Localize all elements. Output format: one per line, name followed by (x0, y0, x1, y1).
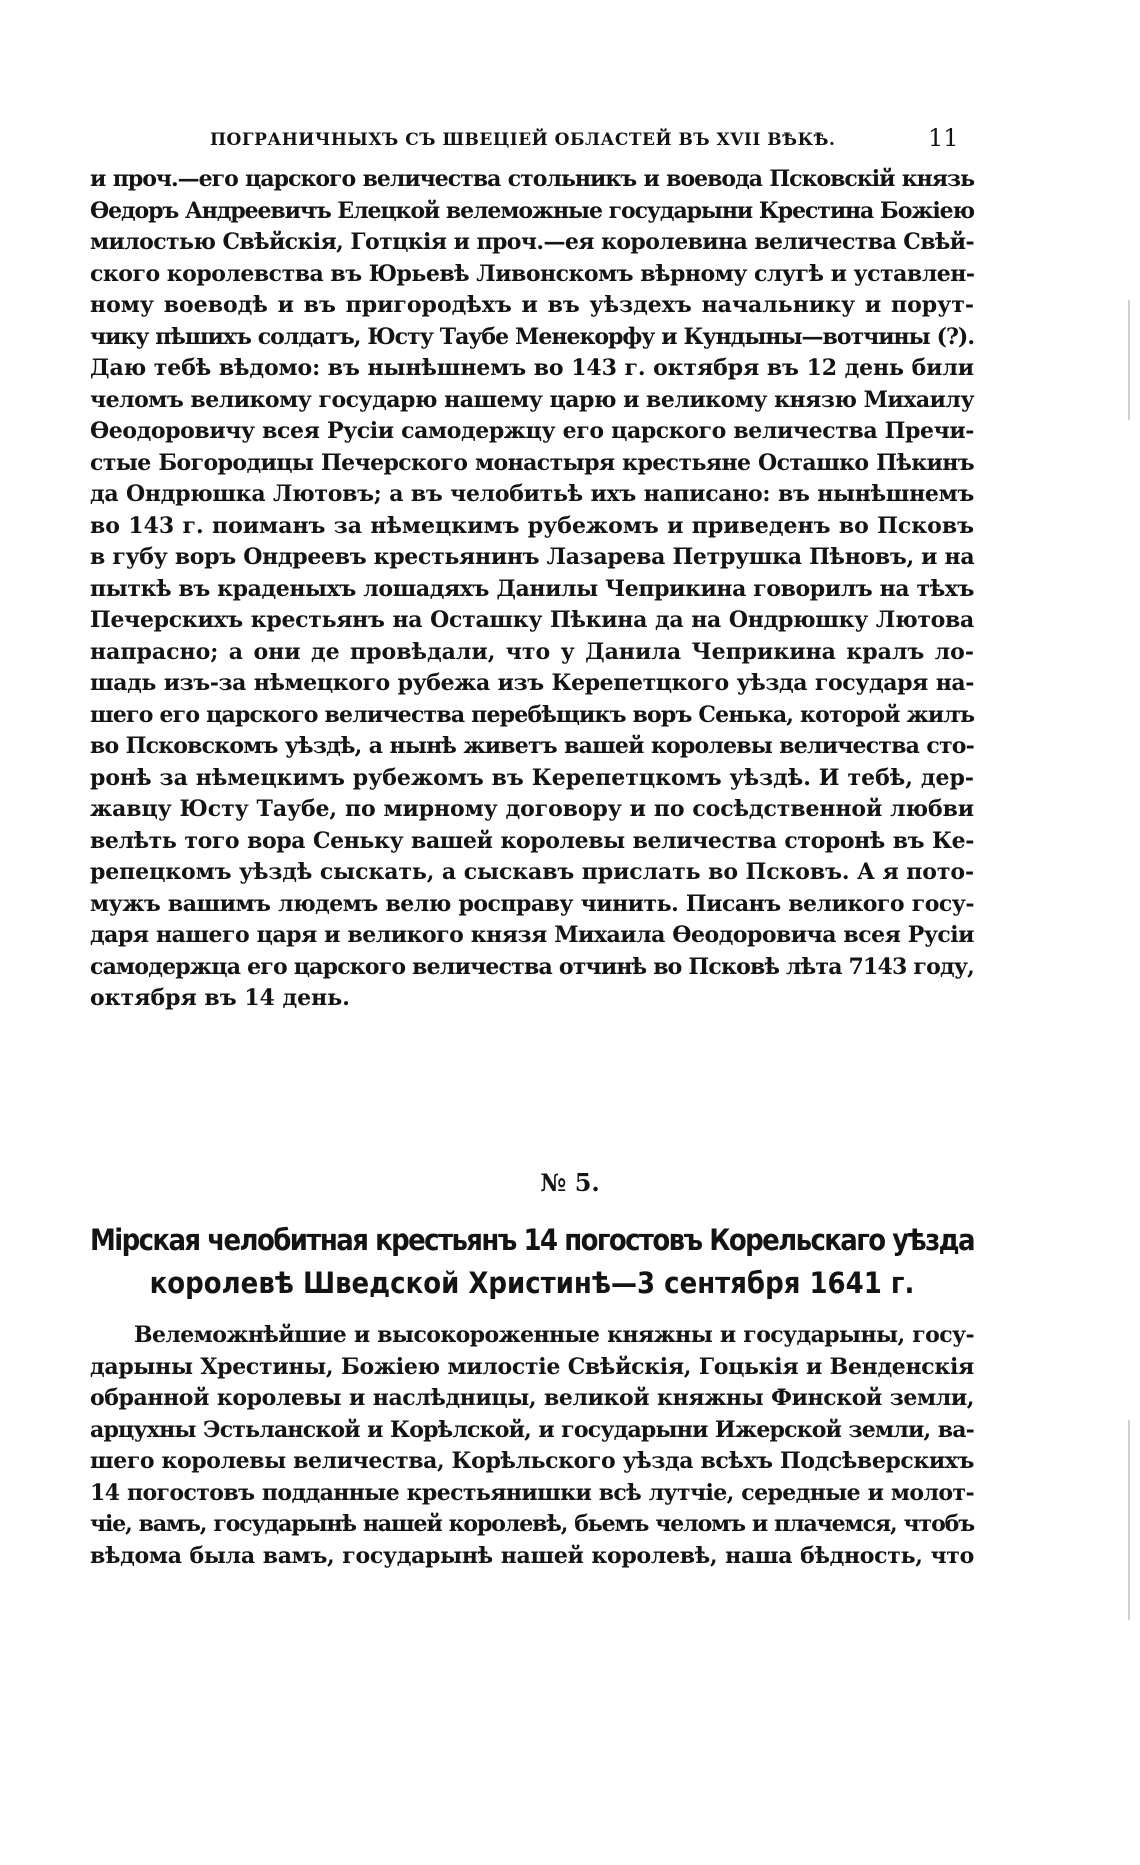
text-line: шего королевы величества, Корѣльского уѣзда всѣхъ Подсѣверскихъ (90, 1448, 974, 1474)
document-number: № 5. (540, 1168, 600, 1197)
text-line: ному воеводѣ и въ пригородѣхъ и въ уѣздехъ начальнику и порут- (90, 292, 974, 318)
text-line: 14 погостовъ подданные крестьянишки всѣ лутчіе, середные и молот- (90, 1479, 974, 1506)
text-line: Даю тебѣ вѣдомо: въ нынѣшнемъ во 143 г. октября въ 12 день били (90, 355, 974, 381)
petition-text (90, 1320, 974, 1572)
text-line: ского королевства въ Юрьевѣ Ливонскомъ вѣрному слугѣ и уставлен- (90, 260, 975, 287)
text-line: Ѳедоръ Андреевичъ Елецкой велеможные государыни Крестина Божіею (90, 197, 974, 224)
text-line: репецкомъ уѣздѣ сыскать, а сыскавъ прислать во Псковъ. А я пото- (90, 859, 974, 885)
scan-edge-mark (1128, 1420, 1130, 1620)
text-line: Велеможнѣйшие и высокороженные княжны и государыны, госу- (134, 1322, 974, 1348)
heading-line: Мірская челобитная крестьянъ 14 погостовъ Корельскаго уѣзда (90, 1224, 974, 1259)
text-line: велѣть того вора Сеньку вашей королевы величества сторонѣ въ Ке- (90, 827, 974, 854)
text-line: дарыны Хрестины, Божіею милостіе Свѣйскія, Гоцькія и Венденскія (90, 1353, 974, 1380)
heading-line: королевѣ Шведской Христинѣ—3 сентября 1641 г. (149, 1267, 915, 1301)
text-line: мужъ вашимъ людемъ велю росправу чинить. Писанъ великого госу- (90, 890, 974, 917)
text-line: шего его царского величества перебѣщикъ воръ Сенька, которой жилъ (90, 701, 975, 728)
text-line: октября въ 14 день. (90, 985, 350, 1011)
text-line: чіе, вамъ, государынѣ нашей королевѣ, бьемъ челомъ и плачемся, чтобъ (90, 1511, 974, 1537)
text-line: напрасно; а они де провѣдали, что у Данила Чеприкина кралъ ло- (90, 638, 974, 665)
scan-edge-mark (1128, 300, 1130, 420)
text-line: ронѣ за нѣмецкимъ рубежомъ въ Керепетцкомъ уѣздѣ. И тебѣ, дер- (90, 764, 974, 791)
text-line: арцухны Эстьланской и Корѣлской, и государыни Ижерской земли, ва- (90, 1416, 974, 1443)
text-line: чику пѣшихъ солдатъ, Юсту Таубе Менекорфу и Кундыны—вотчины (?). (90, 323, 974, 350)
text-line: да Ондрюшка Лютовъ; а въ челобитьѣ ихъ написано: въ нынѣшнемъ (90, 481, 974, 507)
text-line: челомъ великому государю нашему царю и великому князю Михаилу (90, 386, 975, 413)
text-line: во Псковскомъ уѣздѣ, а нынѣ живетъ вашей королевы величества сто- (90, 733, 974, 759)
text-line: пыткѣ въ краденыхъ лошадяхъ Данилы Чеприкина говорилъ на тѣхъ (90, 575, 974, 602)
letter-continuation (90, 164, 974, 1015)
text-line: Печерскихъ крестьянъ на Осташку Пѣкина да на Ондрюшку Лютова (90, 607, 974, 633)
document-heading (90, 1220, 974, 1305)
text-line: милостью Свѣйскія, Готцкія и проч.—ея королевина величества Свѣй- (90, 229, 974, 255)
text-line: в губу воръ Ондреевъ крестьянинъ Лазарева Петрушка Пѣновъ, и на (90, 544, 975, 570)
text-line: жавцу Юсту Таубе, по мирному договору и по сосѣдственной любви (90, 796, 974, 822)
text-line: во 143 г. поиманъ за нѣмецкимъ рубежомъ и приведенъ во Псковъ (90, 512, 974, 539)
text-line: и проч.—его царского величества стольникъ и воевода Псковскій князь (90, 166, 974, 192)
text-line: самодержца его царского величества отчинѣ во Псковѣ лѣта 7143 году, (90, 953, 974, 980)
page-number: 11 (928, 124, 959, 152)
text-line: стые Богородицы Печерского монастыря крестьяне Осташко Пѣкинъ (90, 449, 974, 476)
text-line: вѣдома была вамъ, государынѣ нашей королевѣ, наша бѣдность, что (90, 1542, 974, 1569)
running-title: ПОГРАНИЧНЫХЪ СЪ ШВЕЦІЕЙ ОБЛАСТЕЙ ВЪ XVII ВѢКѢ. (210, 130, 836, 150)
text-line: шадь изъ-за нѣмецкого рубежа изъ Керепетцкого уѣзда государя на- (90, 670, 974, 696)
text-line: обранной королевы и наслѣдницы, великой княжны Финской земли, (90, 1385, 974, 1411)
text-line: даря нашего царя и великого князя Михаила Ѳеодоровича всея Русіи (90, 922, 974, 948)
text-line: Ѳеодоровичу всея Русіи самодержцу его царского величества Пречи- (90, 418, 974, 444)
